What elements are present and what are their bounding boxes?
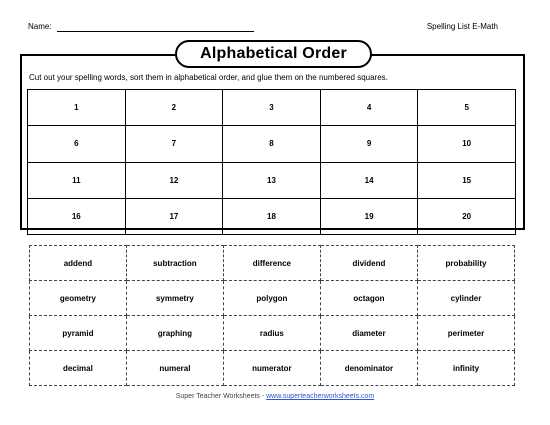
- number-square: 5: [418, 90, 516, 126]
- word-card: perimeter: [418, 316, 515, 351]
- worksheet-header: [0, 0, 550, 40]
- word-card: numeral: [126, 351, 223, 386]
- word-card: probability: [418, 246, 515, 281]
- word-row: [30, 351, 515, 386]
- number-square: 10: [418, 126, 516, 162]
- footer: [0, 393, 550, 400]
- word-card: geometry: [30, 281, 127, 316]
- word-card: polygon: [223, 281, 320, 316]
- name-label: Name:: [28, 22, 52, 31]
- number-square: 11: [28, 162, 126, 198]
- word-card: subtraction: [126, 246, 223, 281]
- number-row: [28, 126, 516, 162]
- word-card: numerator: [223, 351, 320, 386]
- word-card: addend: [30, 246, 127, 281]
- cut-out-words-grid: [29, 245, 515, 386]
- number-square: 15: [418, 162, 516, 198]
- number-square: 19: [320, 198, 418, 234]
- word-card: decimal: [30, 351, 127, 386]
- number-square: 13: [223, 162, 321, 198]
- worksheet-title: [175, 40, 372, 68]
- number-square: 3: [223, 90, 321, 126]
- number-square: 1: [28, 90, 126, 126]
- word-card: difference: [223, 246, 320, 281]
- word-card: pyramid: [30, 316, 127, 351]
- number-row: [28, 198, 516, 234]
- number-row: [28, 162, 516, 198]
- number-square: 4: [320, 90, 418, 126]
- number-square: 8: [223, 126, 321, 162]
- word-card: octagon: [320, 281, 417, 316]
- number-row: [28, 90, 516, 126]
- footer-link[interactable]: www.superteacherworksheets.com: [266, 393, 375, 400]
- number-square: 2: [125, 90, 223, 126]
- worksheet-title-text: Alphabetical Order: [200, 45, 347, 62]
- numbered-squares-grid: [27, 89, 516, 235]
- number-square: 9: [320, 126, 418, 162]
- word-card: infinity: [418, 351, 515, 386]
- word-card: symmetry: [126, 281, 223, 316]
- number-square: 16: [28, 198, 126, 234]
- word-row: [30, 316, 515, 351]
- word-row: [30, 281, 515, 316]
- number-square: 18: [223, 198, 321, 234]
- spelling-list-title: Spelling List E-Math: [426, 22, 498, 31]
- number-square: 14: [320, 162, 418, 198]
- word-card: graphing: [126, 316, 223, 351]
- word-card: denominator: [320, 351, 417, 386]
- word-card: diameter: [320, 316, 417, 351]
- number-square: 20: [418, 198, 516, 234]
- number-square: 12: [125, 162, 223, 198]
- number-square: 6: [28, 126, 126, 162]
- number-square: 17: [125, 198, 223, 234]
- word-row: [30, 246, 515, 281]
- word-card: radius: [223, 316, 320, 351]
- name-line: [57, 31, 254, 32]
- number-square: 7: [125, 126, 223, 162]
- word-card: cylinder: [418, 281, 515, 316]
- footer-text: Super Teacher Worksheets -: [175, 393, 267, 400]
- instructions: Cut out your spelling words, sort them in alphabetical order, and glue them on the numbered squares.: [29, 73, 388, 82]
- word-card: dividend: [320, 246, 417, 281]
